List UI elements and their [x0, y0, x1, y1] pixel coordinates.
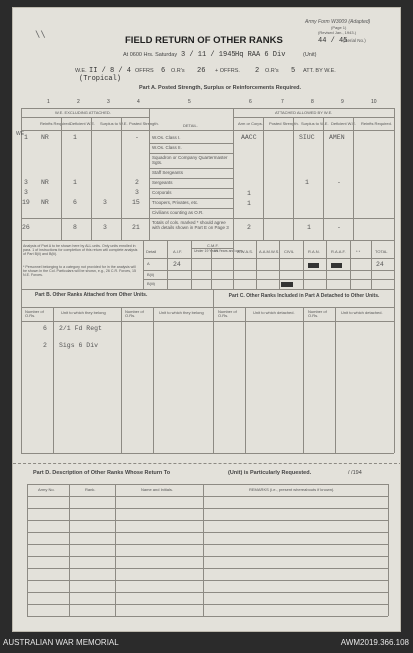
cell-r7-c6: 1: [247, 200, 251, 207]
grid-line: [191, 248, 233, 249]
grid-line: [394, 289, 395, 453]
b-entry-number: 6: [43, 325, 47, 332]
grid-line: [27, 520, 388, 521]
cell-r6-c4: 3: [135, 189, 139, 196]
grid-line: [27, 604, 388, 605]
pencil-mark: \\: [35, 30, 46, 40]
analysis-col-detail: Detail: [146, 249, 157, 254]
ors2-label: O.R's: [265, 68, 279, 74]
analysis-col-aif: A.I.F.: [173, 249, 183, 254]
grid-line: [326, 240, 327, 289]
grid-line: [21, 240, 22, 289]
grid-line: [149, 153, 233, 154]
cell-r1-c1: 1: [24, 134, 28, 141]
analysis-col-star: * *: [356, 249, 361, 254]
grid-line: [21, 108, 394, 109]
serial-label: (Serial No.): [343, 38, 366, 43]
b-hdr-unit-1: Unit to which they belong: [61, 310, 106, 315]
c-hdr-unit-1: Unit to which detached.: [253, 310, 295, 315]
grid-line: [53, 307, 54, 453]
serial-number: 44 / 45: [318, 37, 348, 45]
grid-line: [27, 592, 388, 593]
grid-line: [350, 240, 351, 289]
footer-right: AWM2019.366.108: [340, 638, 409, 647]
cell-r7-c2: 6: [73, 199, 77, 206]
grid-line: [371, 240, 372, 289]
cell-r5-c1: 3: [24, 179, 28, 186]
grid-line: [303, 240, 304, 289]
d-hdr-remarks: REMARKS (i.e., present whereabouts if known).: [249, 487, 335, 492]
cell-r1-c1b: NR: [41, 134, 49, 141]
grid-line: [21, 321, 394, 322]
grid-line: [394, 108, 395, 240]
form-revision: (Revised Jan., 1943.): [318, 30, 357, 35]
hdr-surplus-r: Surplus to W.E.: [301, 121, 329, 126]
grid-line: [27, 496, 388, 497]
grid-line: [263, 117, 264, 240]
analysis-row-bii: B(ii): [147, 272, 155, 277]
col-number-4: 4: [137, 99, 140, 105]
part-a-heading: Part A. Posted Strength, Surplus or Reinforcements Required.: [139, 85, 302, 91]
att-label: ATT. BY W.E.: [303, 68, 336, 74]
analysis-row-a: A: [147, 261, 150, 266]
footer-left: AUSTRALIAN WAR MEMORIAL: [3, 638, 119, 647]
grid-line: [27, 616, 388, 617]
grid-line: [256, 240, 257, 289]
grid-line: [27, 484, 28, 616]
hdr-deficient-r: Deficient W.E.: [331, 121, 357, 126]
col-number-2: 2: [77, 99, 80, 105]
grid-line: [233, 108, 234, 240]
col-number-1: 1: [47, 99, 50, 105]
cell-r7-c3: 3: [103, 199, 107, 206]
cell-r1-c8: AMEN: [329, 134, 345, 141]
offrs-label: OFFRS: [135, 68, 154, 74]
c-hdr-unit-2: Unit to which detached.: [341, 310, 383, 315]
grid-line: [153, 307, 154, 453]
hdr-posted-r: Posted Strength.: [269, 121, 299, 126]
analysis-col-raaf: R.A.A.F.: [331, 249, 346, 254]
part-b-heading: Part B. Other Ranks Attached from Other Units.: [35, 292, 148, 298]
detail-row-pte: Troopers, Privates, etc.: [152, 200, 199, 205]
detail-row-qms: Squadron or Company Quartermaster Sgts.: [152, 155, 228, 165]
cell-r7-c1b: NR: [41, 199, 49, 206]
grid-line: [27, 544, 388, 545]
grid-line: [21, 289, 22, 453]
return-date: 3 / 11 / 1945: [181, 51, 236, 59]
b-hdr-number-2: Number of O.Rs.: [125, 309, 144, 318]
grid-line: [394, 240, 395, 289]
cell-r6-c1: 3: [24, 189, 28, 196]
grid-line: [27, 580, 388, 581]
d-hdr-name: Name and Initials.: [141, 487, 174, 492]
analysis-cmf: C.M.F.: [207, 243, 219, 248]
grid-line: [27, 484, 388, 485]
grid-line: [21, 130, 394, 131]
grid-line: [121, 117, 122, 240]
col-number-8: 8: [311, 99, 314, 105]
redaction-block: [281, 282, 293, 287]
grid-line: [167, 240, 168, 289]
grid-line: [91, 117, 92, 240]
col-number-10: 10: [371, 99, 377, 105]
form-page: (Page 1): [331, 25, 347, 30]
offrs-value: 6: [161, 67, 166, 75]
grid-line: [149, 143, 233, 144]
c-hdr-number-1: Number of O.Rs.: [218, 309, 237, 318]
cell-tot-c6: 2: [247, 224, 251, 231]
grid-line: [149, 208, 233, 209]
analysis-total-value: 24: [376, 261, 384, 268]
grid-line: [61, 117, 62, 240]
cell-r1-c2: 1: [73, 134, 77, 141]
analysis-col-aamws: A.A.M.W.S.: [259, 249, 280, 254]
grid-line: [21, 108, 22, 240]
col-number-5: 5: [188, 99, 191, 105]
detail-row-totals: Totals of cols. marked * should agree with details shown in Part E on Page 3: [152, 220, 229, 230]
unit-label: (Unit): [303, 52, 317, 58]
part-c-heading: Part C. Other Ranks Included in Part A Detached to Other Units.: [228, 293, 380, 299]
offrs2-value: 2: [255, 67, 260, 75]
hdr-reinfts: Reinfts Required.: [40, 121, 71, 126]
grid-line: [203, 484, 204, 616]
grid-line: [121, 307, 122, 453]
grid-line: [149, 188, 233, 189]
unit-name: Hq RAA 6 Div: [235, 51, 286, 59]
grid-line: [143, 240, 144, 289]
detail-row-ssgt: Staff Sergeants: [152, 170, 183, 175]
grid-line: [149, 168, 233, 169]
tropical-note: (Tropical): [79, 75, 122, 83]
grid-line: [303, 307, 304, 453]
redaction-block: [308, 263, 319, 268]
time-label: At 0600 Hrs. Saturday: [123, 52, 178, 58]
hdr-deficient: Deficient W.E.: [70, 121, 96, 126]
c-hdr-number-2: Number of O.Rs.: [308, 309, 327, 318]
detail-row-wo1: W.Os. Class I.: [152, 135, 181, 140]
redaction-block: [331, 263, 342, 268]
cell-r5-c8: 1: [305, 179, 309, 186]
we-excluding-label: W.E. EXCLUDING ATTACHED.: [55, 110, 111, 115]
ors-label: O.R's: [171, 68, 185, 74]
cell-tot-c2: 8: [73, 224, 77, 231]
analysis-aif-value: 24: [173, 261, 181, 268]
cell-r7-c4: 15: [132, 199, 140, 206]
cell-r1-arm: AACC: [241, 134, 257, 141]
cell-tot-c9: -: [337, 224, 341, 231]
analysis-col-civil: CIVIL: [284, 249, 295, 254]
cell-r5-c2: 1: [73, 179, 77, 186]
grid-line: [115, 484, 116, 616]
b-entry-number: 2: [43, 342, 47, 349]
grid-line: [143, 279, 394, 280]
cell-r7-c1: 19: [22, 199, 30, 206]
ors2-value: 5: [291, 67, 296, 75]
hdr-arm-corps: Arm or Corps.: [238, 121, 263, 126]
grid-line: [245, 307, 246, 453]
col-number-7: 7: [281, 99, 284, 105]
grid-line: [353, 117, 354, 240]
d-hdr-army-no: Army No.: [38, 487, 55, 492]
b-hdr-unit-2: Unit to which they belong: [159, 310, 204, 315]
grid-line: [21, 289, 394, 290]
grid-line: [21, 307, 394, 308]
d-hdr-rank: Rank.: [85, 487, 96, 492]
grid-line: [213, 289, 214, 453]
b-entry-unit: 2/1 Fd Regt: [59, 325, 102, 332]
grid-line: [21, 240, 394, 241]
part-d-date: / /194: [348, 470, 362, 476]
form-reference: Army Form W3009 (Adapted): [305, 19, 371, 25]
cell-r5-c9: -: [337, 179, 341, 186]
grid-line: [21, 117, 149, 118]
grid-line: [149, 198, 233, 199]
col-number-6: 6: [249, 99, 252, 105]
grid-line: [143, 270, 394, 271]
grid-line: [27, 508, 388, 509]
analysis-note: Analysis of Part A to be shown here by ALL units. Only units enrolled in para. 1 of instructions for completion of this return will complete analysis of Part B(ii) and B(iii).: [23, 244, 138, 257]
hdr-surplus: Surplus to W.E.: [100, 121, 128, 126]
analysis-row-biii: B(iii): [147, 281, 155, 286]
cell-r1-c7: SIUC: [299, 134, 315, 141]
grid-line: [279, 240, 280, 289]
analysis-col-ran: R.A.N.: [308, 249, 320, 254]
cut-line: [13, 463, 401, 464]
cell-tot-c8: 1: [307, 224, 311, 231]
cell-r5-c1b: NR: [41, 179, 49, 186]
analysis-col-under19: Under 19 Years.: [194, 249, 220, 253]
grid-line: [143, 258, 394, 259]
ors-value: 26: [197, 67, 206, 75]
part-d-unit: (Unit) is Particularly Requested.: [228, 470, 312, 476]
form-sheet: [12, 7, 401, 632]
grid-line: [69, 484, 70, 616]
grid-line: [211, 248, 212, 289]
we-value: II / 8 / 4: [89, 67, 132, 75]
detail-row-civ: Civilians counting as O.R.: [152, 210, 204, 215]
detail-row-wo2: W.Os. Class II.: [152, 145, 182, 150]
grid-line: [233, 117, 394, 118]
grid-line: [149, 178, 233, 179]
detail-row-sgt: Sergeants: [152, 180, 173, 185]
offrs2-label: + OFFRS.: [215, 68, 240, 74]
grid-line: [388, 484, 389, 616]
grid-line: [335, 307, 336, 453]
form-title: FIELD RETURN OF OTHER RANKS: [125, 35, 283, 46]
hdr-detail: DETAIL.: [183, 123, 198, 128]
col-number-3: 3: [107, 99, 110, 105]
cell-r1-c4: -: [135, 134, 139, 141]
grid-line: [21, 453, 394, 454]
grid-line: [27, 568, 388, 569]
cell-r5-c4: 2: [135, 179, 139, 186]
we-prefix: W.E.: [75, 68, 87, 74]
hdr-posted: Posted Strength.: [129, 121, 159, 126]
analysis-note-2: * Personnel belonging to a category not provided for in the analysis will be shown in the Col. Particulars will be shown, e.g., 26 C.R. Forces, 15 N.E. Forces.: [23, 265, 137, 278]
col-number-9: 9: [341, 99, 344, 105]
analysis-col-19over: 19 Years and over.: [214, 249, 243, 253]
grid-line: [27, 532, 388, 533]
analysis-col-total: TOTAL: [375, 249, 388, 254]
grid-line: [293, 117, 294, 240]
grid-line: [233, 240, 234, 289]
cell-r6-c6: 1: [247, 190, 251, 197]
b-hdr-number-1: Number of O.Rs.: [25, 309, 44, 318]
attached-label: ATTACHED ALLOWED BY W.E.: [275, 110, 333, 115]
hdr-reinfts-r: Reinfts Required.: [361, 121, 392, 126]
cell-tot-c4: 21: [132, 224, 140, 231]
detail-row-cpl: Corporals: [152, 190, 172, 195]
we-side-label: WE: [16, 131, 25, 137]
cell-tot-c3: 3: [103, 224, 107, 231]
b-entry-unit: Sigs 6 Div: [59, 342, 99, 349]
part-d-heading: Part D. Description of Other Ranks Whose Return To: [33, 470, 171, 476]
grid-line: [21, 218, 394, 219]
grid-line: [27, 556, 388, 557]
grid-line: [323, 117, 324, 240]
cell-tot-c1: 26: [22, 224, 30, 231]
grid-line: [149, 108, 150, 240]
analysis-col-awas: A.W.A.S.: [237, 249, 254, 254]
